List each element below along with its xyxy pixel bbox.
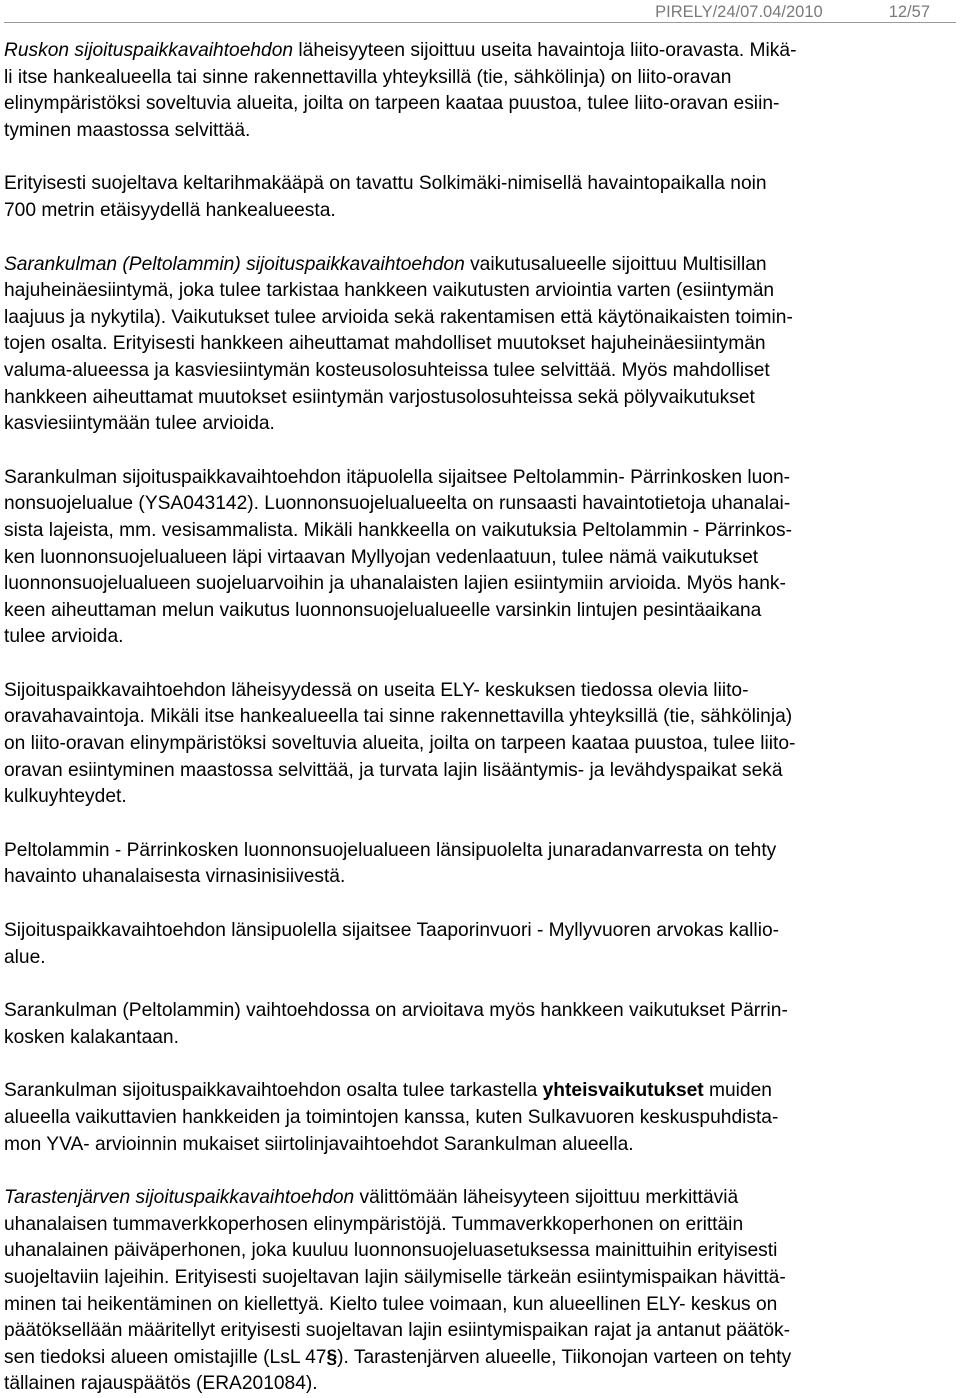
text-line [4,411,956,438]
paragraph [4,838,956,891]
text-line [4,491,956,518]
text-line [4,1212,956,1239]
text-run: hankkeen aiheuttamat muutokset esiintymän varjostusolosuhteissa sekä pölyvaikutukset [4,386,755,408]
text-run: läheisyyteen sijoittuu useita havaintoja liito-oravasta. Mikä- [293,40,797,61]
text-run: Sijoituspaikkavaihtoehdon läheisyydessä on useita ELY- keskuksen tiedossa olevia liito- [4,679,749,701]
paragraph [4,38,956,144]
text-line [4,171,956,198]
text-line [4,1265,956,1292]
text-line [4,918,956,945]
page-number: 12/57 [888,3,930,21]
header-divider [4,22,956,23]
text-run: Sarankulman sijoituspaikkavaihtoehdon itäpuolella sijaitsee Peltolammin- Pärrinkosken luon- [4,466,791,488]
text-line [4,252,956,279]
document-id: PIRELY/24/07.04/2010 [655,3,823,21]
text-line [4,945,956,972]
paragraph [4,465,956,651]
text-line [4,838,956,865]
text-run: kosken kalakantaan. [4,1026,179,1048]
emphasized-text: Ruskon sijoituspaikkavaihtoehdon [4,40,294,61]
text-run: muiden [703,1080,772,1102]
text-line [4,358,956,385]
text-run: oravahavaintoja. Mikäli itse hankealueella tai sinne rakennettavilla yhteyksillä (tie, sähkölinja) [4,706,793,728]
text-run: tällainen rajauspäätös (ERA201084). [4,1373,318,1395]
text-run: Sarankulman (Peltolammin) vaihtoehdossa on arvioitava myös hankkeen vaikutukset Pärrin- [4,1000,788,1022]
text-line [4,305,956,332]
text-run: minen tai heikentäminen on kiellettyä. Kielto tulee voimaan, kun alueellinen ELY- keskus on [4,1293,778,1315]
text-run: on liito-oravan elinympäristöksi soveltuvia alueita, joilta on tarpeen kaataa puustoa, tulee liito- [4,733,796,755]
paragraph [4,918,956,971]
text-run: laajuus ja nykytila). Vaikutukset tulee arvioida sekä rakentamisen että käytönaikaisten toimin- [4,306,793,328]
text-line [4,571,956,598]
text-run: päätöksellään määritellyt erityisesti suojeltavan lajin esiintymispaikan rajat ja antanut päätök- [4,1320,791,1342]
text-run: elinympäristöksi soveltuvia alueita, joilta on tarpeen kaataa puustoa, tulee liito-oravan esiin- [4,93,780,115]
paragraph [4,252,956,438]
text-line [4,65,956,92]
text-line [4,1238,956,1265]
text-run: uhanalainen päiväperhonen, joka kuuluu luonnonsuojeluasetuksessa mainittuihin erityisesti [4,1240,778,1262]
text-run: kulkuyhteydet. [4,786,127,808]
text-line [4,278,956,305]
text-run: Sijoituspaikkavaihtoehdon länsipuolella sijaitsee Taaporinvuori - Myllyvuoren arvokas kallio- [4,920,780,942]
text-line [4,465,956,492]
text-run: alue. [4,946,46,968]
paragraph [4,678,956,811]
text-run: li itse hankealueella tai sinne rakennettavilla yhteyksillä (tie, sähkölinja) on liito-oravan [4,66,732,88]
text-run: oravan esiintyminen maastossa selvittää, ja turvata lajin lisääntymis- ja levähdyspaikat sekä [4,759,783,781]
text-run: ken luonnonsuojelualueen läpi virtaavan Myllyojan vedenlaatuun, tulee nämä vaikutukset [4,546,759,568]
text-line [4,1105,956,1132]
text-line [4,518,956,545]
text-line [4,624,956,651]
text-line [4,1292,956,1319]
text-run: keen aiheuttaman melun vaikutus luonnonsuojelualueelle varsinkin lintujen pesintäaikana [4,599,762,621]
text-run: välittömään läheisyyteen sijoittuu merkittäviä [354,1187,739,1209]
text-line [4,91,956,118]
text-line [4,758,956,785]
text-line [4,784,956,811]
emphasized-text: Sarankulman (Peltolammin) sijoituspaikkavaihtoehdon [4,253,465,275]
text-line [4,38,956,65]
text-line [4,1345,956,1372]
paragraph [4,998,956,1051]
text-run: valuma-alueessa ja kasviesiintymän kosteusolosuhteissa tulee selvittää. Myös mahdolliset [4,359,770,381]
text-run: tojen osalta. Erityisesti hankkeen aiheuttamat mahdolliset muutokset hajuheinäesiintymän [4,333,766,355]
text-line [4,731,956,758]
text-line [4,1371,956,1398]
text-run: Peltolammin - Pärrinkosken luonnonsuojelualueen länsipuolelta junaradanvarresta on tehty [4,839,777,861]
text-run: havainto uhanalaisesta virnasinisiivestä. [4,866,346,888]
text-run: nonsuojelualue (YSA043142). Luonnonsuojelualueelta on runsaasti havaintotietoja uhanalai- [4,493,791,515]
text-run: kasviesiintymään tulee arvioida. [4,413,275,435]
text-line [4,545,956,572]
emphasized-text: Tarastenjärven sijoituspaikkavaihtoehdon [4,1187,355,1209]
text-run: Erityisesti suojeltava keltarihmakääpä on tavattu Solkimäki-nimisellä havaintopaikalla noin [4,173,767,195]
text-line [4,1078,956,1105]
text-run: 700 metrin etäisyydellä hankealueesta. [4,199,336,221]
paragraph [4,171,956,224]
text-line [4,598,956,625]
paragraph [4,1185,956,1398]
text-line [4,864,956,891]
text-line [4,118,956,145]
bold-text: yhteisvaikutukset [542,1080,704,1102]
text-run: tulee arvioida. [4,626,124,648]
text-run: uhanalaisen tummaverkkoperhosen elinympäristöjä. Tummaverkkoperhonen on erittäin [4,1213,744,1235]
text-run: tyminen maastossa selvittää. [4,119,251,141]
text-line [4,1132,956,1159]
text-run: luonnonsuojelualueen suojeluarvoihin ja uhanalaisten lajien esiintymiin arvioida. Myös hank- [4,573,786,595]
text-line [4,1185,956,1212]
text-line [4,1318,956,1345]
text-line [4,198,956,225]
text-run: vaikutusalueelle sijoittuu Multisillan [464,253,767,275]
paragraph [4,1078,956,1158]
text-line [4,331,956,358]
text-run: sista lajeista, mm. vesisammalista. Mikäli hankkeella on vaikutuksia Peltolammin - Pärrinkos- [4,519,793,541]
document-body [4,38,956,1398]
text-line [4,385,956,412]
text-run: Sarankulman sijoituspaikkavaihtoehdon osalta tulee tarkastella [4,1080,543,1102]
text-line [4,678,956,705]
text-run: mon YVA- arvioinnin mukaiset siirtolinjavaihtoehdot Sarankulman alueella. [4,1133,634,1155]
text-line [4,704,956,731]
text-run: hajuheinäesiintymä, joka tulee tarkistaa hankkeen vaikutusten arviointia varten (esiintymän [4,280,775,302]
bold-text: § [326,1346,338,1368]
text-run: alueella vaikuttavien hankkeiden ja toimintojen kanssa, kuten Sulkavuoren keskuspuhdista- [4,1107,779,1128]
text-line [4,1025,956,1052]
text-run: sen tiedoksi alueen omistajille (LsL 47 [4,1346,327,1368]
text-line [4,998,956,1025]
text-run: suojeltaviin lajeihin. Erityisesti suojeltavan lajin säilymiselle tärkeän esiintymispaikan hävittä- [4,1266,786,1288]
text-run: ). Tarastenjärven alueelle, Tiikonojan varteen on tehty [337,1346,792,1368]
